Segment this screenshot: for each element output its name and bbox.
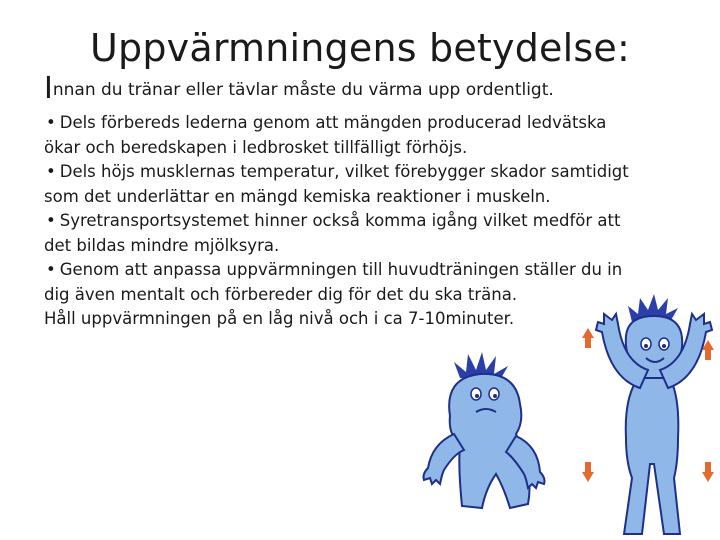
intro-initial: I xyxy=(44,71,53,106)
arrow-down-icon xyxy=(582,462,594,482)
cold-figure xyxy=(424,352,545,508)
bullet-line-continued: det bildas mindre mjölksyra. xyxy=(44,235,280,255)
bullet-dot: • xyxy=(46,113,56,132)
bullet-item xyxy=(44,209,704,258)
bullet-text: Syretransportsystemet hinner också komma igång vilket medför att xyxy=(59,211,621,230)
bullet-item xyxy=(44,111,704,160)
bullet-line-continued: dig även mentalt och förbereder dig för det du ska träna. xyxy=(44,284,518,304)
slide-title: Uppvärmningens betydelse: xyxy=(90,26,630,70)
arrow-down-icon xyxy=(702,462,714,482)
cold-left-arm xyxy=(424,434,465,484)
bullet-text: Dels höjs musklernas temperatur, vilket förebygger skador samtidigt xyxy=(59,162,629,181)
bullet-line xyxy=(44,111,704,136)
intro-text: nnan du tränar eller tävlar måste du värma upp ordentligt. xyxy=(52,80,554,100)
bullet-line xyxy=(44,160,704,185)
bullet-line-continued: ökar och beredskapen i ledbrosket tillfälligt förhöjs. xyxy=(44,137,468,157)
bullet-item xyxy=(44,258,704,307)
cold-right-eye xyxy=(489,388,499,400)
bullet-dot: • xyxy=(46,260,56,279)
warm-torso xyxy=(624,378,680,534)
bullet-text: Dels förbereds lederna genom att mängden producerad ledvätska xyxy=(59,113,607,132)
bullet-text: Genom att anpassa uppvärmningen till huvudträningen ställer du in xyxy=(59,260,623,279)
bullet-list xyxy=(44,111,704,332)
bullet-dot: • xyxy=(46,211,56,230)
closing-line: Håll uppvärmningen på en låg nivå och i ca 7-10minuter. xyxy=(44,309,515,328)
intro-line xyxy=(44,71,704,106)
cold-left-eye xyxy=(471,388,481,400)
bullet-line xyxy=(44,209,704,234)
bullet-dot: • xyxy=(46,162,56,181)
bullet-line-continued: som det underlättar en mängd kemiska reaktioner i muskeln. xyxy=(44,186,551,206)
bullet-line xyxy=(44,258,704,283)
bullet-item xyxy=(44,160,704,209)
